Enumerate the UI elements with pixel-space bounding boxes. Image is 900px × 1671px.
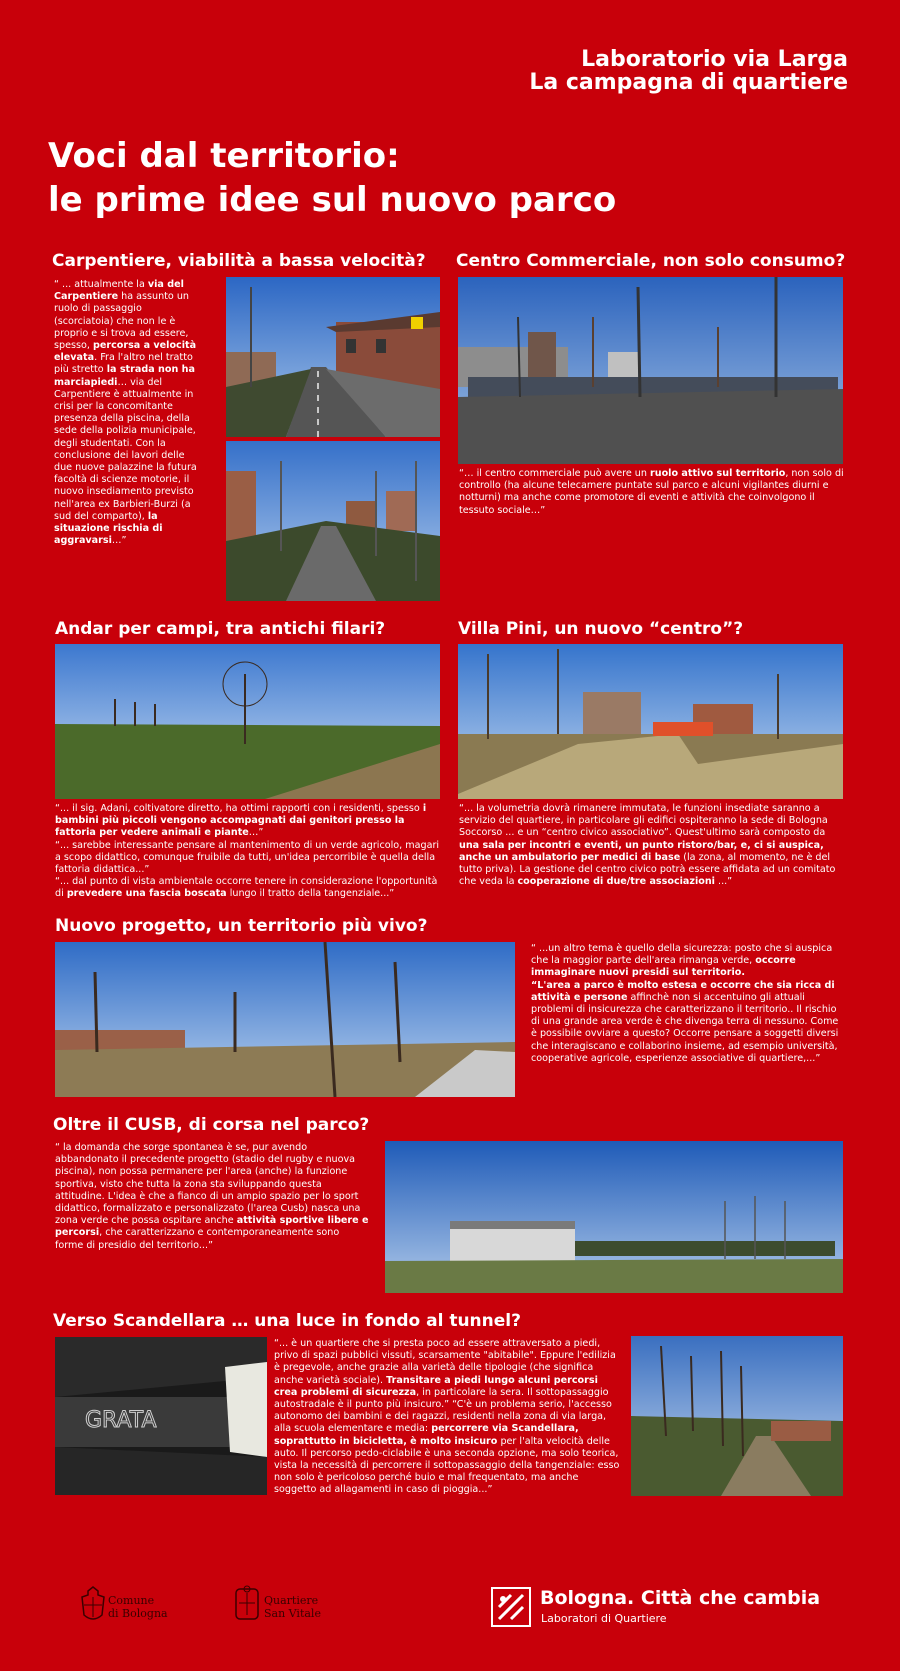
comune-line2: di Bologna [108, 1607, 168, 1620]
section-title-centro-commerciale: Centro Commerciale, non solo consumo? [456, 251, 846, 271]
photo-nuovo-progetto [55, 942, 515, 1097]
photo-carpentiere-road-2 [226, 441, 440, 601]
quartiere-crest-icon [233, 1585, 261, 1625]
text-scandellara: “... è un quartiere che si presta poco ad essere attraversato a piedi, privo di spazi pubblici vissuti, scarsamente "abitabile". Eppure l'edilizia è pregevole, anche grazie alla varietà delle tipologie (che significa anche varietà sociale). Transitare a piedi lungo alcuni percorsi crea problemi di sicurezza, in particolare la sera. Il sottopassaggio autostradale è il punto più insicuro.” “C'è un problema serio, l'accesso autonomo dei bambini e dei ragazzi, residenti nella zona di via larga, alla scuola elementare e media: percorrere via Scandellara, soprattutto in bicicletta, è molto insicuro per l'alta velocità delle auto. Il percorso pedo-ciclabile è una seconda opzione, ma solo teorica, vista la necessità di percorrere il sottopassaggio della tangenziale: esso non solo è pericoloso perché buio e mal frequentato, ma anche soggetto ad allagamenti in caso di pioggia...” [274, 1338, 620, 1496]
text-campi: “... il sig. Adani, coltivatore diretto, ha ottimi rapporti con i residenti, spesso i bambini più piccoli vengono accompagnati dai genitori presso la fattoria per vedere animali e piante…” “... sarebbe interessante pensare al mantenimento di un verde agricolo, magari a scopo didattico, comunque fruibile da tutti, un'idea percorribile è quella della fattoria didattica...” “... dal punto di vista ambientale occorre tenere in considerazione l'opportunità di prevedere una fascia boscata lungo il tratto della tangenziale...” [55, 803, 440, 900]
text-carpentiere: “ ... attualmente la via del Carpentiere ha assunto un ruolo di passaggio (scorciatoia) che non le è proprio e si trova ad essere, spesso, percorsa a velocità elevata. Fra l'altro nel tratto più stretto la strada non ha marciapiedi… via del Carpentiere è attualmente in crisi per la concomitante presenza della piscina, della sede della polizia municipale, degli studentati. Con la conclusione dei lavori delle due nuove palazzine la futura facoltà di scienze motorie, il nuovo insediamento previsto nell'area ex Barbieri-Burzi (a sud del comparto), la situazione rischia di aggravarsi…” [54, 279, 197, 547]
photo-scandellara-path [631, 1336, 843, 1496]
page-title-line2: le prime idee sul nuovo parco [48, 180, 617, 220]
section-title-nuovo-progetto: Nuovo progetto, un territorio più vivo? [55, 916, 428, 936]
section-title-campi: Andar per campi, tra antichi filari? [55, 619, 386, 639]
text-cusb: “ la domanda che sorge spontanea è se, pur avendo abbandonato il precedente progetto (stadio del rugby e nuova piscina), non possa permanere per l'area (anche) la funzione sportiva, visto che tutta la zona sta sviluppando questa attitudine. L'idea è che a fianco di un ampio spazio per lo sport didattico, formalizzato e personalizzato (l'area Cusb) nasca una zona verde che possa ospitare anche attività sportive libere e percorsi, che caratterizzano e contemporaneamente sono forme di presidio del territorio...” [55, 1142, 369, 1251]
bologna-logo-title: Bologna. Città che cambia [540, 1587, 821, 1609]
graffiti-text: GRATA [85, 1408, 157, 1433]
lab-subtitle: La campagna di quartiere [529, 70, 848, 95]
comune-crest-icon [80, 1585, 106, 1625]
comune-logo-text [108, 1594, 168, 1620]
section-title-carpentiere: Carpentiere, viabilità a bassa velocità? [52, 251, 426, 271]
photo-carpentiere-road-1 [226, 277, 440, 437]
quartiere-line2: San Vitale [264, 1607, 321, 1620]
text-villa-pini: “... la volumetria dovrà rimanere immutata, le funzioni insediate saranno a servizio del quartiere, in particolare gli edifici ospiteranno la sede di Bologna Soccorso ... e un “centro civico associativo”. Quest'ultimo sarà composto da una sala per incontri e eventi, un punto ristoro/bar, e, ci si auspica, anche un ambulatorio per medici di base (la zona, al momento, ne è del tutto priva). La gestione del centro civico potrà essere affidata ad un comitato che veda la cooperazione di due/tre associazioni ...” [459, 803, 836, 888]
photo-centro-commerciale [458, 277, 843, 464]
bologna-logo-subtitle: Laboratori di Quartiere [541, 1612, 667, 1625]
photo-villa-pini [458, 644, 843, 799]
section-title-villa-pini: Villa Pini, un nuovo “centro”? [458, 619, 744, 639]
quartiere-logo-text [264, 1594, 321, 1620]
text-centro-commerciale: “… il centro commerciale può avere un ruolo attivo sul territorio, non solo di controllo (ha alcune telecamere puntate sul parco e alcuni vigilantes diurni e notturni) ma anche come promotore di eventi e attività che coinvolgono il tessuto sociale…” [459, 468, 844, 516]
section-title-cusb: Oltre il CUSB, di corsa nel parco? [53, 1115, 370, 1135]
section-title-scandellara: Verso Scandellara … una luce in fondo al tunnel? [53, 1311, 521, 1331]
comune-line1: Comune [108, 1594, 155, 1607]
page-title [48, 134, 616, 222]
photo-campi [55, 644, 440, 799]
text-nuovo-progetto: “ ...un altro tema è quello della sicurezza: posto che si auspica che la maggior parte dell'area rimanga verde, occorre immaginare nuovi presidi sul territorio. “L'area a parco è molto estesa e occorre che sia ricca di attività e persone affinchè non si accentuino gli attuali problemi di insicurezza che caratterizzano il territorio.. Il rischio di una grande area verde è che divenga terra di nessuno. Come è possibile ovviare a questo? Occorre pensare a soggetti diversi che interagiscano e collaborino insieme, ad esempio università, cooperative agricole, esperienze associative di quartiere,...” [531, 943, 839, 1064]
page-title-line1: Voci dal territorio: [48, 136, 400, 176]
lab-title: Laboratorio via Larga [581, 47, 848, 72]
photo-tunnel [55, 1337, 267, 1495]
bologna-logo-icon [491, 1587, 531, 1627]
photo-cusb [385, 1141, 843, 1293]
quartiere-line1: Quartiere [264, 1594, 319, 1607]
